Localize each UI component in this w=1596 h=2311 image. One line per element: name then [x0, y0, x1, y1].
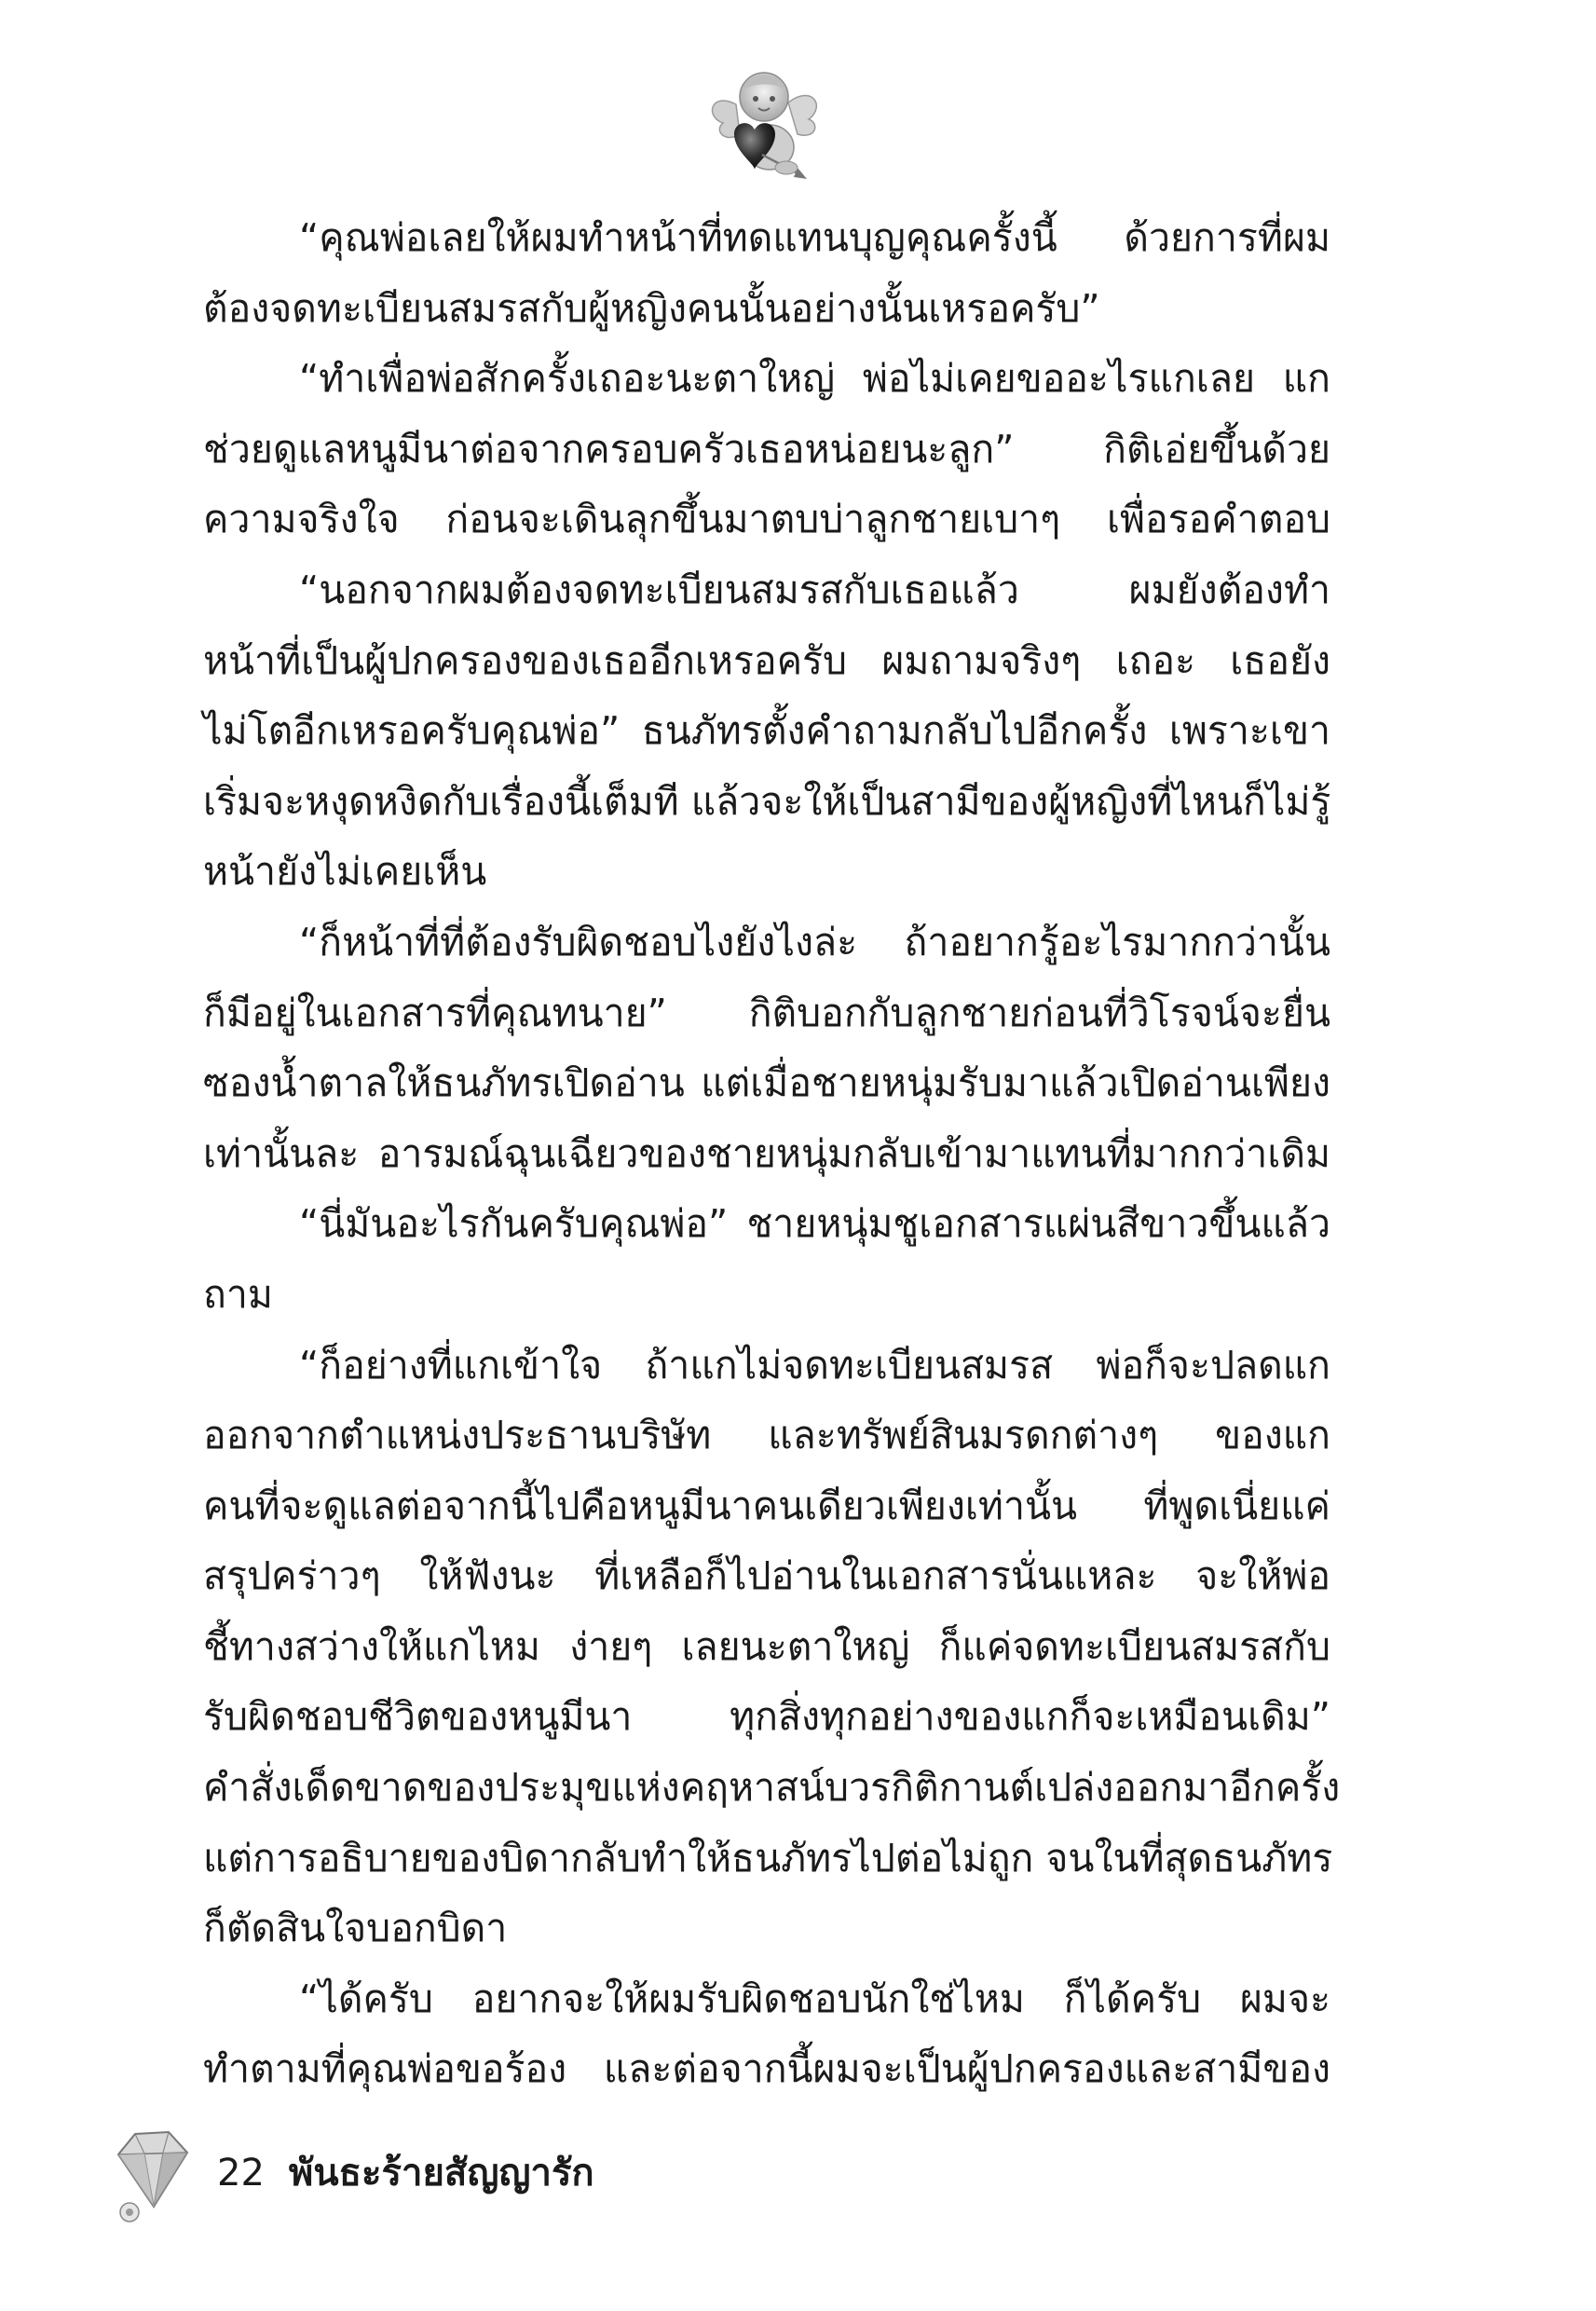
text-line: หน้าที่เป็นผู้ปกครองของเธออีกเหรอครับ ผมถามจริงๆ เถอะ เธอยัง	[203, 637, 1330, 683]
text-line: “นี่มันอะไรกันครับคุณพ่อ” ชายหนุ่มชูเอกสารแผ่นสีขาวขึ้นแล้ว	[299, 1201, 1330, 1247]
text-line: คนที่จะดูแลต่อจากนี้ไปคือหนูมีนาคนเดียวเพียงเท่านั้น ที่พูดเนี่ยแค่	[203, 1483, 1330, 1528]
text-line: แต่การอธิบายของบิดากลับทำให้ธนภัทรไปต่อไม่ถูก จนในที่สุดธนภัทร	[203, 1835, 1333, 1880]
text-line: รับผิดชอบชีวิตของหนูมีนา ทุกสิ่งทุกอย่างของแกก็จะเหมือนเดิม”	[203, 1694, 1330, 1740]
text-line: เท่านั้นละ อารมณ์ฉุนเฉียวของชายหนุ่มกลับเข้ามาแทนที่มากกว่าเดิม	[203, 1130, 1330, 1176]
text-line: หน้ายังไม่เคยเห็น	[203, 849, 487, 895]
text-line: ชี้ทางสว่างให้แกไหม ง่ายๆ เลยนะตาใหญ่ ก็แค่จดทะเบียนสมรสกับ	[203, 1623, 1330, 1669]
text-line: “ได้ครับ อยากจะให้ผมรับผิดชอบนักใช่ไหม ก็ได้ครับ ผมจะ	[299, 1976, 1330, 2021]
book-title: พันธะร้ายสัญญารัก	[288, 2152, 594, 2195]
text-line: ทำตามที่คุณพ่อขอร้อง และต่อจากนี้ผมจะเป็นผู้ปกครองและสามีของ	[203, 2046, 1330, 2092]
text-line: “คุณพ่อเลยให้ผมทำหน้าที่ทดแทนบุญคุณครั้งนี้ ด้วยการที่ผม	[299, 215, 1330, 260]
text-line: ก็มีอยู่ในเอกสารที่คุณทนาย” กิติบอกกับลูกชายก่อนที่วิโรจน์จะยื่น	[203, 990, 1330, 1035]
text-line: ก็ตัดสินใจบอกบิดา	[203, 1906, 508, 1951]
text-line: สรุปคร่าวๆ ให้ฟังนะ ที่เหลือก็ไปอ่านในเอกสารนั่นแหละ จะให้พ่อ	[203, 1553, 1330, 1599]
text-line: ถาม	[203, 1271, 273, 1317]
text-line: ความจริงใจ ก่อนจะเดินลุกขึ้นมาตบบ่าลูกชายเบาๆ เพื่อรอคำตอบ	[203, 497, 1330, 542]
page-footer	[107, 2123, 759, 2225]
text-line: ช่วยดูแลหนูมีนาต่อจากครอบครัวเธอหน่อยนะลูก” กิติเอ่ยขึ้นด้วย	[203, 426, 1330, 472]
text-line: “ก็อย่างที่แกเข้าใจ ถ้าแกไม่จดทะเบียนสมรส พ่อก็จะปลดแก	[299, 1342, 1330, 1388]
diamond-icon	[107, 2123, 196, 2225]
text-line: ออกจากตำแหน่งประธานบริษัท และทรัพย์สินมรดกต่างๆ ของแก	[203, 1413, 1330, 1458]
folio	[217, 2151, 594, 2195]
text-line: เริ่มจะหงุดหงิดกับเรื่องนี้เต็มที แล้วจะให้เป็นสามีของผู้หญิงที่ไหนก็ไม่รู้	[203, 778, 1331, 824]
cupid-heart-icon	[697, 65, 827, 186]
text-line: “นอกจากผมต้องจดทะเบียนสมรสกับเธอแล้ว ผมยังต้องทำ	[299, 567, 1330, 612]
text-line: คำสั่งเด็ดขาดของประมุขแห่งคฤหาสน์บวรกิติกานต์เปล่งออกมาอีกครั้ง	[203, 1765, 1341, 1811]
body-text	[203, 203, 1341, 2105]
text-line: ซองน้ำตาลให้ธนภัทรเปิดอ่าน แต่เมื่อชายหนุ่มรับมาแล้วเปิดอ่านเพียง	[203, 1060, 1330, 1106]
text-line: ไม่โตอีกเหรอครับคุณพ่อ” ธนภัทรตั้งคำถามกลับไปอีกครั้ง เพราะเขา	[203, 708, 1330, 754]
page-number: 22	[217, 2152, 265, 2195]
text-line: “ก็หน้าที่ที่ต้องรับผิดชอบไงยังไงล่ะ ถ้าอยากรู้อะไรมากกว่านั้น	[299, 919, 1330, 964]
text-line: ต้องจดทะเบียนสมรสกับผู้หญิงคนนั้นอย่างนั้นเหรอครับ”	[203, 285, 1100, 331]
text-line: “ทำเพื่อพ่อสักครั้งเถอะนะตาใหญ่ พ่อไม่เคยขออะไรแกเลย แก	[299, 356, 1330, 402]
